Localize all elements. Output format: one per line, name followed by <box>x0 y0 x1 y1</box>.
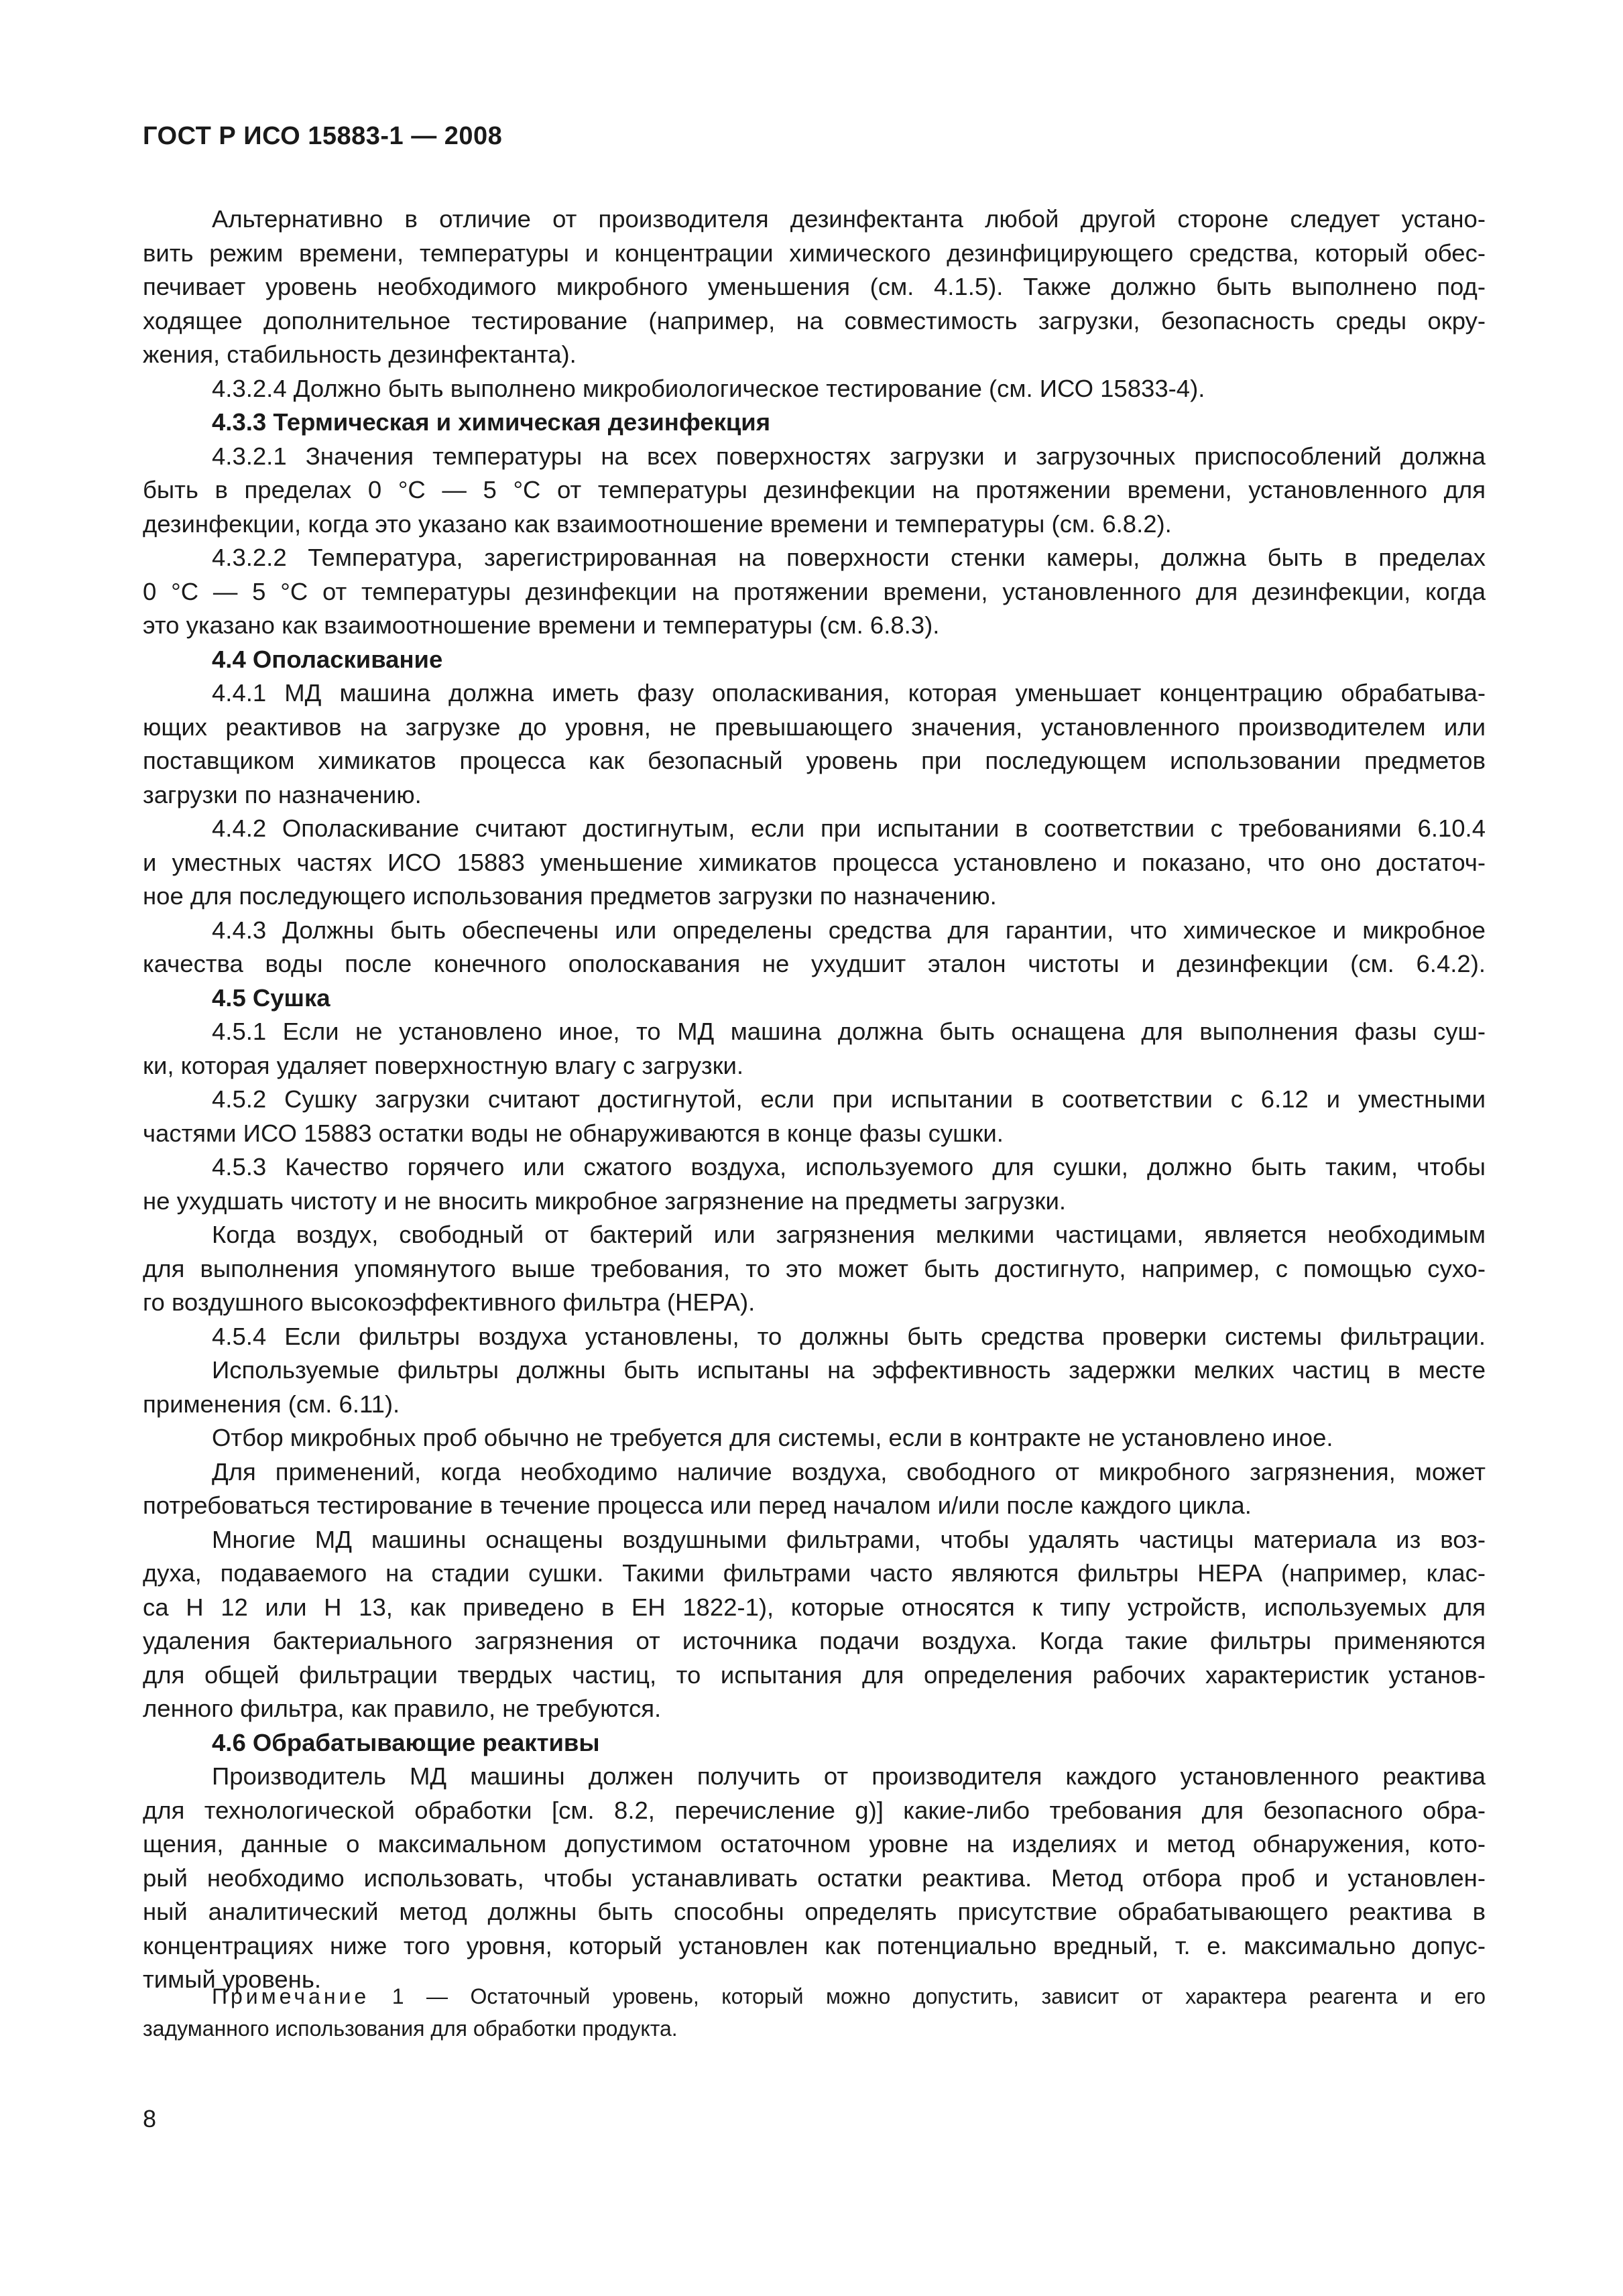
text-line: концентрациях ниже того уровня, который установлен как потенциально вредный, т. е. максимально допус- <box>143 1931 1486 1959</box>
text-line: ки, которая удаляет поверхностную влагу с загрузки. <box>143 1051 744 1079</box>
page-number: 8 <box>143 2105 157 2132</box>
text-line: ный аналитический метод должны быть способны определять присутствие обрабатывающего реактива в <box>143 1898 1486 1925</box>
text-line: 4.5.2 Сушку загрузки считают достигнутой, если при испытании в соответствии с 6.12 и уместными <box>212 1085 1486 1113</box>
text-line: 4.4.2 Ополаскивание считают достигнутым, если при испытании в соответствии с требованиями 6.10.4 <box>212 814 1486 842</box>
text-line: Альтернативно в отличие от производителя дезинфектанта любой другой стороне следует устано- <box>212 205 1486 233</box>
note <box>143 1980 1486 2045</box>
text-line: Многие МД машины оснащены воздушными фильтрами, чтобы удалять частицы материала из воз- <box>212 1525 1486 1553</box>
text-line: дезинфекции, когда это указано как взаимоотношение времени и температуры (см. 6.8.2). <box>143 509 1172 538</box>
text-line: не ухудшать чистоту и не вносить микробное загрязнение на предметы загрузки. <box>143 1187 1067 1215</box>
text-line: потребоваться тестирование в течение процесса или перед началом и/или после каждого цикла. <box>143 1492 1252 1519</box>
text-line: го воздушного высокоэффективного фильтра (НЕРА). <box>143 1288 756 1316</box>
section-heading: 4.4 Ополаскивание <box>212 645 443 673</box>
section-heading: 4.6 Обрабатывающие реактивы <box>212 1728 600 1756</box>
text-line: применения (см. 6.11). <box>143 1390 400 1418</box>
text-line: 4.5.4 Если фильтры воздуха установлены, то должны быть средства проверки системы фильтрации. <box>212 1322 1486 1350</box>
document-body <box>143 202 1486 1997</box>
text-line: жения, стабильность дезинфектанта). <box>143 341 577 368</box>
text-line: быть в пределах 0 °С — 5 °С от температуры дезинфекции на протяжении времени, установленного для <box>143 476 1486 503</box>
text-line: 4.4.3 Должны быть обеспечены или определены средства для гарантии, что химическое и микробное <box>212 916 1486 944</box>
text-line: са Н 12 или Н 13, как приведено в ЕН 1822-1), которые относятся к типу устройств, используемых для <box>143 1593 1486 1621</box>
text-line: 4.3.2.1 Значения температуры на всех поверхностях загрузки и загрузочных приспособлений должна <box>212 442 1486 470</box>
note-label: Примечание <box>212 1984 370 2008</box>
text-line: щения, данные о максимальном допустимом остаточном уровне на изделиях и метод обнаружения, кото- <box>143 1830 1486 1858</box>
text-line: рый необходимо использовать, чтобы устанавливать остатки реактива. Метод отбора проб и установлен- <box>143 1864 1486 1892</box>
text-line: ное для последующего использования предметов загрузки по назначению. <box>143 882 997 910</box>
text-line: для общей фильтрации твердых частиц, то испытания для определения рабочих характеристик установ- <box>143 1660 1486 1689</box>
note-line-1 <box>143 1980 1486 2012</box>
text-line: духа, подаваемого на стадии сушки. Такими фильтрами часто являются фильтры НЕРА (например, клас- <box>143 1559 1486 1587</box>
text-line: 0 °С — 5 °С от температуры дезинфекции на протяжении времени, установленного для дезинфекции, когда <box>143 577 1486 605</box>
text-line: ющих реактивов на загрузке до уровня, не превышающего значения, установленного производителем или <box>143 713 1486 741</box>
text-line: удаления бактериального загрязнения от источника подачи воздуха. Когда такие фильтры применяются <box>143 1627 1486 1654</box>
text-line: поставщиком химикатов процесса как безопасный уровень при последующем использовании предметов <box>143 747 1486 774</box>
text-line: 4.5.1 Если не установлено иное, то МД машина должна быть оснащена для выполнения фазы суш- <box>212 1018 1486 1045</box>
text-line: 4.3.2.2 Температура, зарегистрированная на поверхности стенки камеры, должна быть в пределах <box>212 544 1486 571</box>
text-line: 4.4.1 МД машина должна иметь фазу ополаскивания, которая уменьшает концентрацию обрабатыва- <box>212 679 1486 707</box>
text-line: загрузки по назначению. <box>143 780 422 808</box>
text-line: для технологической обработки [см. 8.2, перечисление g)] какие-либо требования для безопасного обра- <box>143 1796 1486 1824</box>
text-line: ленного фильтра, как правило, не требуются. <box>143 1695 662 1722</box>
text-line: для выполнения упомянутого выше требования, то это может быть достигнуто, например, с помощью сухо- <box>143 1254 1486 1282</box>
text-line: 4.3.2.4 Должно быть выполнено микробиологическое тестирование (см. ИСО 15833-4). <box>212 374 1205 402</box>
note-line-2: задуманного использования для обработки продукта. <box>143 2016 678 2041</box>
text-line: печивает уровень необходимого микробного уменьшения (см. 4.1.5). Также должно быть выполнено под- <box>143 273 1486 300</box>
text-line: Отбор микробных проб обычно не требуется для системы, если в контракте не установлено иное. <box>212 1424 1333 1451</box>
text-line: Когда воздух, свободный от бактерий или загрязнения мелкими частицами, является необходимым <box>212 1221 1486 1248</box>
text-line: Используемые фильтры должны быть испытаны на эффективность задержки мелких частиц в месте <box>212 1356 1486 1384</box>
section-heading: 4.3.3 Термическая и химическая дезинфекция <box>212 408 771 436</box>
text-line: Для применений, когда необходимо наличие воздуха, свободного от микробного загрязнения, может <box>212 1457 1486 1486</box>
text-line: это указано как взаимоотношение времени и температуры (см. 6.8.3). <box>143 611 940 639</box>
note-text: 1 — Остаточный уровень, который можно допустить, зависит от характера реагента и его <box>369 1984 1486 2008</box>
text-line: тимый уровень. <box>143 1966 321 1993</box>
text-line: ходящее дополнительное тестирование (например, на совместимость загрузки, безопасность среды окру- <box>143 306 1486 335</box>
text-line: качества воды после конечного ополоскавания не ухудшит эталон чистоты и дезинфекции (см. 6.4.2). <box>143 950 1486 977</box>
text-line: вить режим времени, температуры и концентрации химического дезинфицирующего средства, который обес- <box>143 239 1486 267</box>
text-line: 4.5.3 Качество горячего или сжатого воздуха, используемого для сушки, должно быть таким, чтобы <box>212 1153 1486 1181</box>
text-line: Производитель МД машины должен получить от производителя каждого установленного реактива <box>212 1762 1486 1790</box>
text-line: частями ИСО 15883 остатки воды не обнаруживаются в конце фазы сушки. <box>143 1119 1004 1147</box>
text-line: и уместных частях ИСО 15883 уменьшение химикатов процесса установлено и показано, что оно достаточ- <box>143 848 1486 876</box>
document-header: ГОСТ Р ИСО 15883-1 — 2008 <box>143 122 503 150</box>
section-heading: 4.5 Сушка <box>212 983 330 1012</box>
